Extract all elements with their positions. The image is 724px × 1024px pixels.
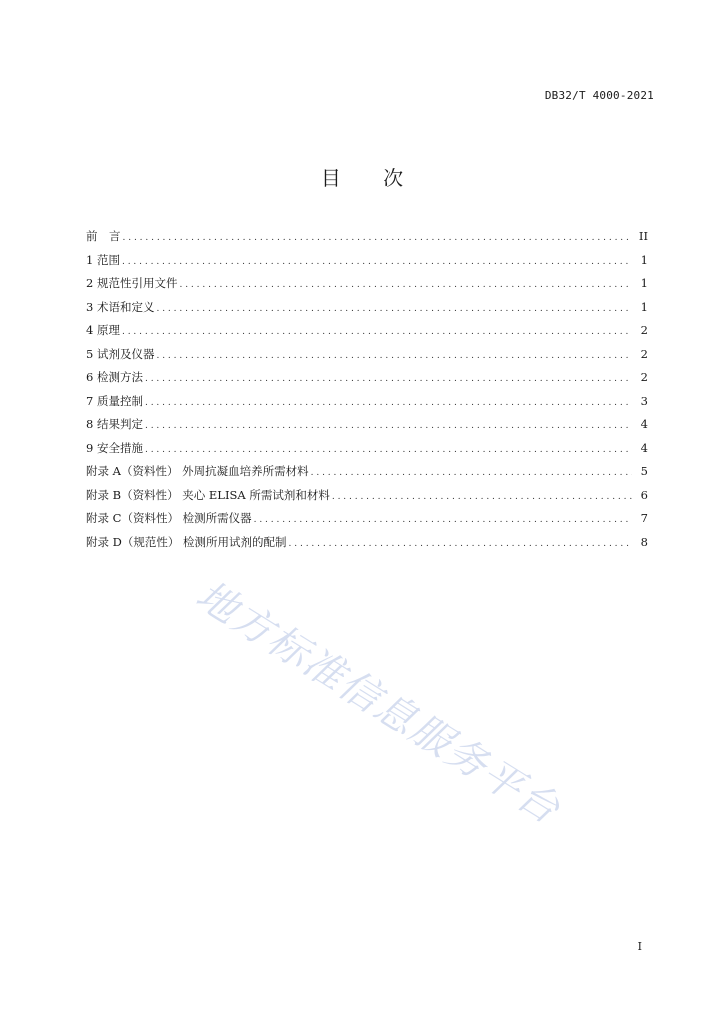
toc-item[interactable] (86, 487, 648, 511)
toc-leader-dots (332, 492, 632, 502)
toc-leader-dots (179, 280, 632, 290)
toc-title: 目 次 (320, 166, 422, 190)
toc-item[interactable] (86, 322, 648, 346)
page-number: I (637, 940, 642, 953)
toc-item-page: 1 (640, 252, 648, 267)
toc-item-page: 1 (640, 276, 648, 290)
toc-item-label: 3 术语和定义 (86, 299, 155, 314)
toc-item[interactable] (86, 463, 648, 487)
toc-item-label: 2 规范性引用文件 (86, 276, 178, 290)
toc-item-page: 7 (640, 511, 648, 525)
toc-item-label: 7 质量控制 (86, 393, 143, 408)
toc-leader-dots (156, 351, 632, 361)
toc-item-label: 附录 A（资料性） 外周抗凝血培养所需材料 (86, 464, 309, 478)
toc-item[interactable] (86, 440, 648, 464)
toc-item-page: 8 (640, 534, 648, 549)
toc-item-page: 4 (640, 440, 648, 455)
toc-leader-dots (145, 398, 632, 408)
toc-item[interactable] (86, 510, 648, 534)
document-code: DB32/T 4000-2021 (544, 89, 654, 102)
toc-item[interactable] (86, 369, 648, 393)
toc-item-page: 1 (640, 299, 648, 314)
toc-item-label: 6 检测方法 (86, 370, 143, 384)
toc-item-label: 附录 B（资料性） 夹心 ELISA 所需试剂和材料 (86, 487, 330, 502)
toc-item[interactable] (86, 275, 648, 299)
toc-leader-dots (145, 421, 632, 431)
toc-item-page: 2 (640, 346, 648, 361)
toc-item-label: 9 安全措施 (86, 440, 143, 455)
toc-item-page: 6 (640, 487, 648, 502)
toc-item-page: 4 (640, 417, 648, 431)
toc-item[interactable] (86, 534, 648, 558)
toc-item[interactable] (86, 228, 648, 252)
toc-leader-dots (311, 468, 632, 478)
toc-item-page: 2 (640, 323, 648, 337)
toc-item-page: 2 (640, 370, 648, 384)
toc-item-label: 1 范围 (86, 252, 120, 267)
toc-item-label: 8 结果判定 (86, 417, 143, 431)
toc-item-page: II (638, 229, 648, 243)
toc-leader-dots (145, 374, 632, 384)
toc-item[interactable] (86, 252, 648, 276)
toc-item-page: 3 (640, 393, 648, 408)
toc-leader-dots (289, 539, 632, 549)
toc-item-label: 前 言 (86, 229, 121, 243)
watermark-text: 地方标准信息服务平台 (187, 572, 569, 834)
toc-item[interactable] (86, 393, 648, 417)
toc-leader-dots (254, 515, 632, 525)
toc-leader-dots (156, 304, 632, 314)
toc-leader-dots (122, 327, 632, 337)
toc-item-label: 附录 D（规范性） 检测所用试剂的配制 (86, 534, 287, 549)
toc-item-label: 5 试剂及仪器 (86, 346, 155, 361)
toc-item-label: 附录 C（资料性） 检测所需仪器 (86, 511, 252, 525)
toc-item[interactable] (86, 346, 648, 370)
toc-item-page: 5 (640, 464, 648, 478)
toc-leader-dots (123, 233, 633, 243)
toc-item-label: 4 原理 (86, 323, 120, 337)
toc-leader-dots (122, 257, 632, 267)
toc-item[interactable] (86, 299, 648, 323)
toc-leader-dots (145, 445, 632, 455)
toc-item[interactable] (86, 416, 648, 440)
toc-list (86, 228, 648, 557)
